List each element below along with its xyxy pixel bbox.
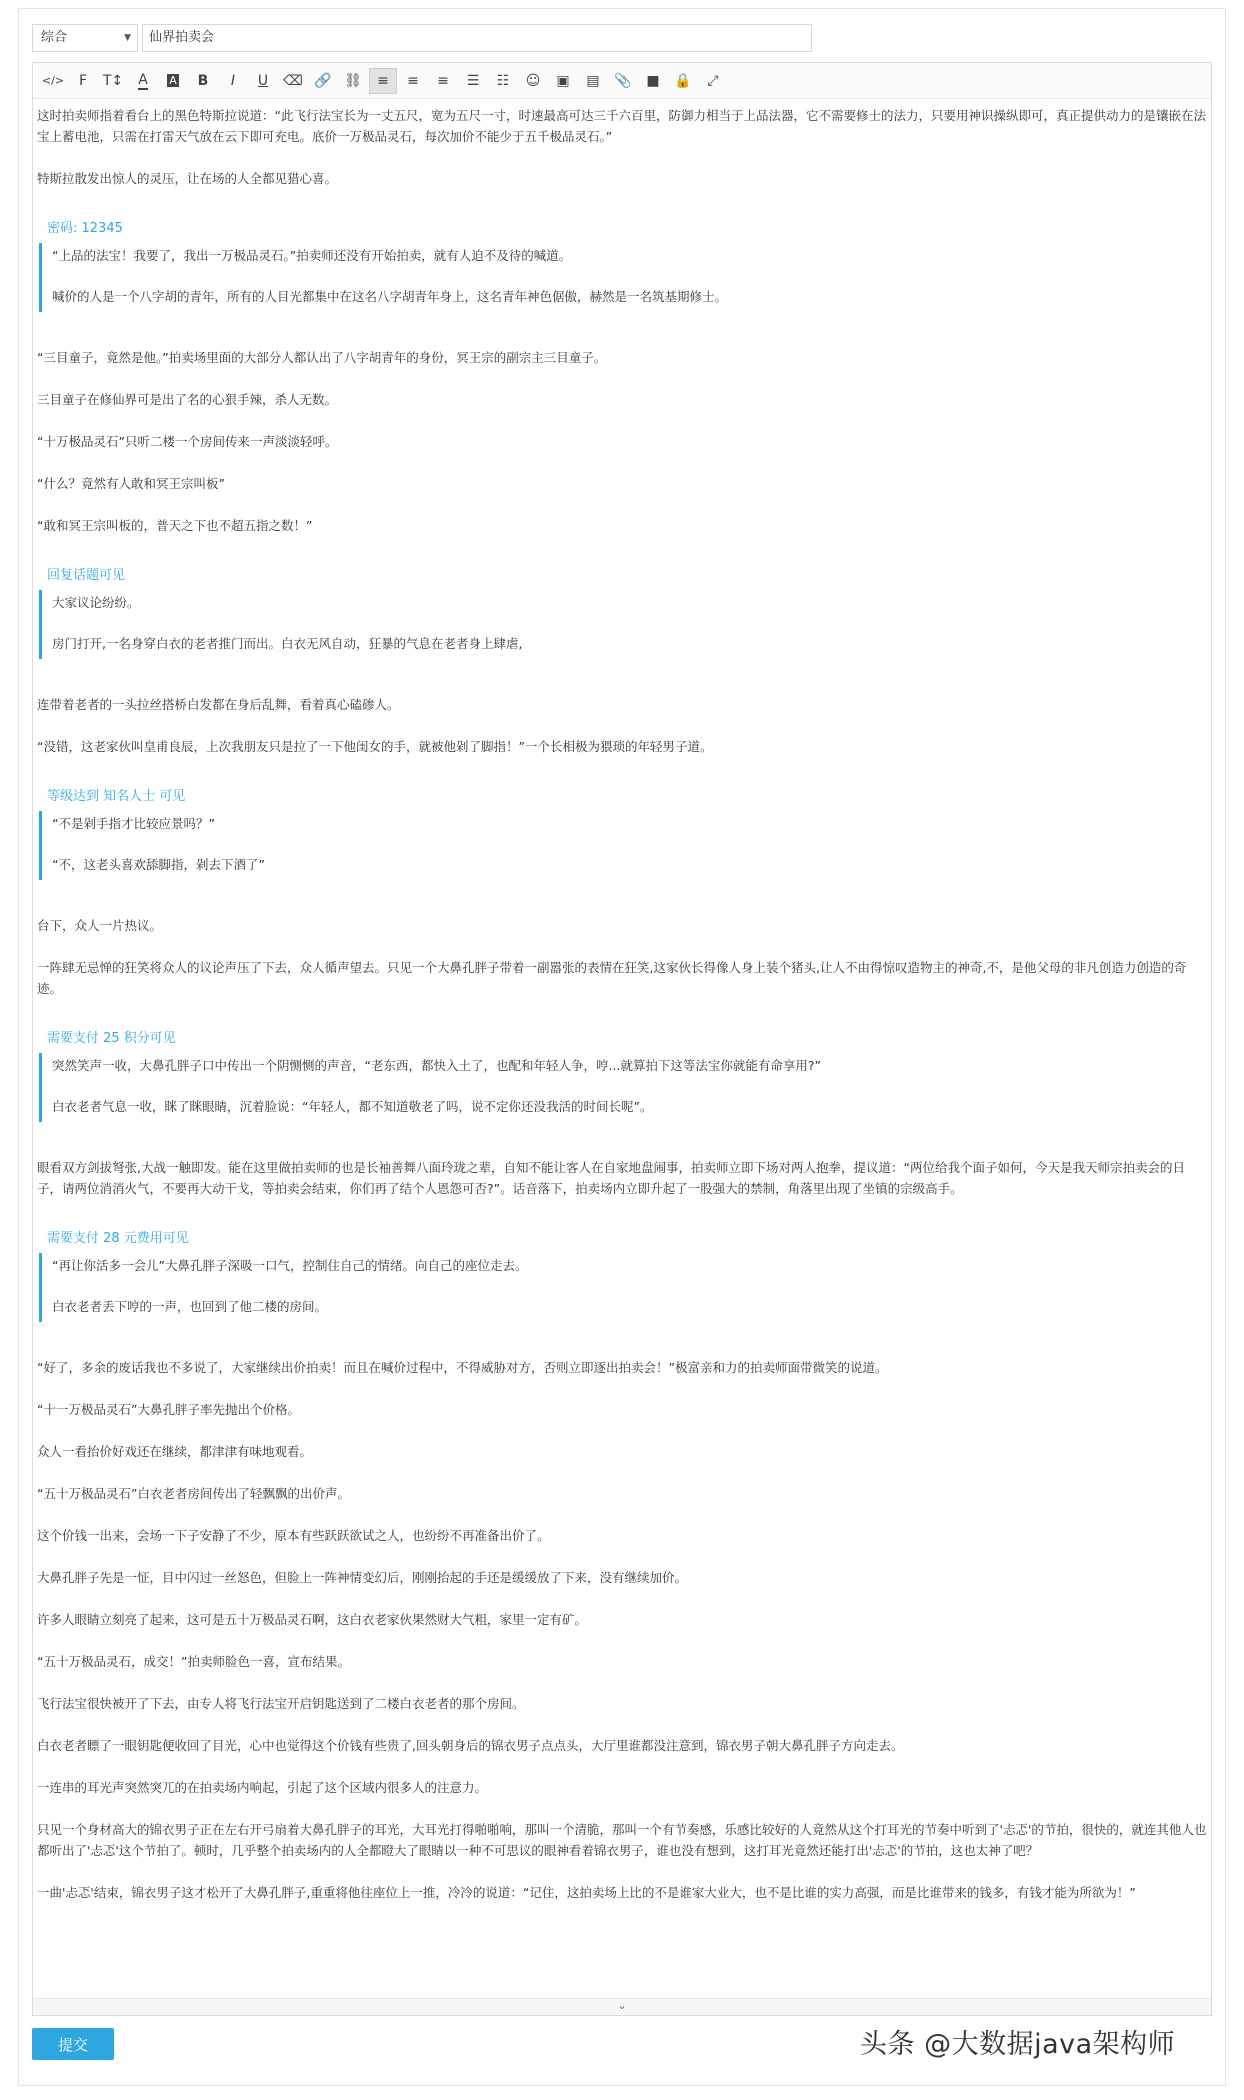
content-paragraph: “十万极品灵石”只听二楼一个房间传来一声淡淡轻呼。 [37, 434, 338, 449]
hidden-block-condition: 等级达到 知名人士 可见 [47, 789, 186, 804]
content-paragraph: 大鼻孔胖子先是一怔，目中闪过一丝怒色，但脸上一阵神情变幻后，刚刚抬起的手还是缓缓放了下来，没有继续加价。 [37, 1570, 688, 1585]
content-paragraph: 只见一个身材高大的锦衣男子正在左右开弓扇着大鼻孔胖子的耳光，大耳光打得啪啪响，那叫一个清脆，那叫一个有节奏感，乐感比较好的人竟然从这个打耳光的节奏中听到了'忐忑'的节拍，很快的，就连其他人也都听出了'忐忑'这个节拍了。顿时，几乎整个拍卖场内的人全都瞪大了眼睛以一种不可思议的眼神看着锦衣男子，谁也没有想到，这打耳光竟然还能打出'忐忑'的节拍，这也太神了吧？ [37, 1822, 1207, 1858]
emoji-button[interactable] [519, 68, 547, 94]
hidden-block-paragraph: 白衣老者气息一收，眯了眯眼睛，沉着脸说：“年轻人，都不知道敬老了吗，说不定你还没我活的时间长呢”。 [52, 1099, 653, 1114]
video-button[interactable] [639, 68, 667, 94]
attachment-button[interactable] [609, 68, 637, 94]
eraser-icon: ⌫ [283, 72, 303, 89]
underline-icon: U [257, 72, 269, 89]
content-paragraph: 连带着老者的一头拉丝搭桥白发都在身后乱舞，看着真心磕碜人。 [37, 697, 400, 712]
content-paragraph: “什么？竟然有人敢和冥王宗叫板” [37, 476, 225, 491]
content-paragraph: “好了，多余的废话我也不多说了，大家继续出价拍卖！而且在喊价过程中，不得威胁对方，否则立即逐出拍卖会！”极富亲和力的拍卖师面带微笑的说道。 [37, 1360, 888, 1375]
hidden-block-paragraph: 大家议论纷纷。 [52, 595, 140, 610]
content-paragraph: 飞行法宝很快被开了下去，由专人将飞行法宝开启钥匙送到了二楼白衣老者的那个房间。 [37, 1696, 525, 1711]
image-icon: ▣ [556, 72, 570, 89]
chevron-down-icon: ▼ [124, 33, 131, 43]
underline-button[interactable] [249, 68, 277, 94]
link-icon: 🔗 [314, 72, 332, 89]
align-center-icon: ≡ [407, 72, 419, 89]
hidden-block-body [39, 1253, 1207, 1322]
content-paragraph: 白衣老者瞟了一眼钥匙便收回了目光，心中也觉得这个价钱有些贵了,回头朝身后的锦衣男子点点头，大厅里谁都没注意到，锦衣男子朝大鼻孔胖子方向走去。 [37, 1738, 904, 1753]
align-right-icon: ≡ [437, 72, 449, 89]
hidden-block-condition: 需要支付 28 元费用可见 [47, 1231, 189, 1246]
editor-toolbar [33, 63, 1211, 99]
align-left-button[interactable] [369, 68, 397, 94]
content-paragraph: “五十万极品灵石，成交！”拍卖师脸色一喜，宣布结果。 [37, 1654, 350, 1669]
lock-button[interactable] [669, 68, 697, 94]
ordered-list-icon: ☰ [466, 72, 480, 89]
font-color-icon: A [138, 71, 148, 88]
content-paragraph: “三目童子，竟然是他。”拍卖场里面的大部分人都认出了八字胡青年的身份，冥王宗的副宗主三目童子。 [37, 350, 607, 365]
code-icon: </> [41, 74, 65, 87]
eraser-button[interactable] [279, 68, 307, 94]
hidden-block-paragraph: “上品的法宝！我要了，我出一万极品灵石。”拍卖师还没有开始拍卖，就有人迫不及待的喊道。 [52, 248, 572, 263]
font-button[interactable] [69, 68, 97, 94]
image-button[interactable] [549, 68, 577, 94]
content-paragraph: 这个价钱一出来，会场一下子安静了不少，原本有些跃跃欲试之人，也纷纷不再准备出价了。 [37, 1528, 550, 1543]
font-size-icon: T↕ [102, 72, 124, 89]
content-paragraph: 台下，众人一片热议。 [37, 918, 163, 933]
ordered-list-button[interactable] [459, 68, 487, 94]
content-paragraph: “五十万极品灵石”白衣老者房间传出了轻飘飘的出价声。 [37, 1486, 350, 1501]
hidden-block-paragraph: “不，这老头喜欢舔脚指，剁去下酒了” [52, 857, 265, 872]
video-icon: ■ [646, 72, 660, 89]
rich-text-editor[interactable] [32, 62, 1212, 2016]
hidden-content-block [39, 566, 1207, 659]
lock-icon: 🔒 [674, 72, 692, 89]
hidden-block-body [39, 1053, 1207, 1122]
hidden-block-condition: 回复话题可见 [47, 568, 126, 583]
hidden-block-body [39, 590, 1207, 659]
expand-icon: ⌄ [617, 1999, 627, 2012]
post-header-row [32, 24, 812, 52]
hidden-content-block [39, 787, 1207, 880]
unordered-list-button[interactable] [489, 68, 517, 94]
hidden-block-paragraph: 白衣老者丢下哼的一声，也回到了他二楼的房间。 [52, 1299, 328, 1314]
content-paragraph: “没错，这老家伙叫皇甫良辰，上次我朋友只是拉了一下他闺女的手，就被他剁了脚指！”一个长相极为猥琐的年轻男子道。 [37, 739, 713, 754]
font-size-button[interactable] [99, 68, 127, 94]
unlink-button[interactable] [339, 68, 367, 94]
italic-button[interactable] [219, 68, 247, 94]
hidden-block-paragraph: “再让你活多一会儿”大鼻孔胖子深吸一口气，控制住自己的情绪。向自己的座位走去。 [52, 1258, 528, 1273]
submit-button[interactable]: 提交 [32, 2028, 114, 2060]
code-button[interactable] [39, 68, 67, 94]
bold-icon: B [197, 72, 209, 89]
hidden-content-block [39, 1029, 1207, 1122]
align-right-button[interactable] [429, 68, 457, 94]
editor-resize-handle[interactable] [33, 1998, 1211, 2015]
content-paragraph: 一曲'忐忑'结束，锦衣男子这才松开了大鼻孔胖子,重重将他往座位上一推，冷冷的说道：“记住，这拍卖场上比的不是谁家大业大，也不是比谁的实力高强，而是比谁带来的钱多，有钱才能为所欲为！” [37, 1885, 1136, 1900]
category-select-value: 综合 [41, 30, 68, 45]
hidden-block-paragraph: 喊价的人是一个八字胡的青年，所有的人目光都集中在这名八字胡青年身上，这名青年神色倨傲，赫然是一名筑基期修士。 [52, 289, 728, 304]
multi-image-icon: ▤ [586, 72, 600, 89]
align-left-icon: ≡ [377, 72, 389, 89]
hidden-block-paragraph: 房门打开,一名身穿白衣的老者推门而出。白衣无风自动，狂暴的气息在老者身上肆虐, [52, 636, 523, 651]
content-paragraph: 一阵肆无忌惮的狂笑将众人的议论声压了下去，众人循声望去。只见一个大鼻孔胖子带着一副嚣张的表情在狂笑,这家伙长得像人身上装个猪头,让人不由得惊叹造物主的神奇,不，是他父母的非凡创造力创造的奇迹。 [37, 960, 1187, 996]
font-icon: F [78, 72, 88, 89]
fullscreen-button[interactable] [699, 68, 727, 94]
content-paragraph: “十一万极品灵石”大鼻孔胖子率先抛出个价格。 [37, 1402, 300, 1417]
unlink-icon: ⛓ [344, 72, 362, 89]
hidden-block-body [39, 243, 1207, 312]
hidden-block-body [39, 811, 1207, 880]
title-input[interactable] [142, 24, 812, 52]
content-paragraph: 一连串的耳光声突然突兀的在拍卖场内响起，引起了这个区域内很多人的注意力。 [37, 1780, 488, 1795]
category-select[interactable] [32, 24, 138, 52]
editor-content[interactable] [33, 99, 1211, 1999]
emoji-icon: ☺ [525, 72, 541, 89]
content-paragraph: 众人一看抬价好戏还在继续，都津津有味地观看。 [37, 1444, 313, 1459]
hidden-block-paragraph: 突然笑声一收，大鼻孔胖子口中传出一个阴恻恻的声音，“老东西，都快入土了，也配和年轻人争，哼...就算拍下这等法宝你就能有命享用?” [52, 1058, 822, 1073]
content-paragraph: 许多人眼睛立刻亮了起来，这可是五十万极品灵石啊，这白衣老家伙果然财大气粗，家里一定有矿。 [37, 1612, 588, 1627]
hidden-content-block [39, 219, 1207, 312]
fullscreen-icon: ⤢ [707, 72, 719, 89]
italic-icon: I [230, 72, 236, 89]
multi-image-button[interactable] [579, 68, 607, 94]
font-color-button[interactable] [129, 68, 157, 94]
link-button[interactable] [309, 68, 337, 94]
content-paragraph: “敢和冥王宗叫板的，普天之下也不超五指之数！” [37, 518, 313, 533]
hidden-block-condition: 密码: 12345 [47, 221, 123, 236]
background-color-icon: A [169, 74, 177, 87]
unordered-list-icon: ☷ [496, 72, 510, 89]
background-color-button[interactable] [159, 68, 187, 94]
watermark: 头条 @大数据java架构师 [860, 2029, 1176, 2060]
content-paragraph: 三目童子在修仙界可是出了名的心狠手辣，杀人无数。 [37, 392, 338, 407]
content-paragraph: 这时拍卖师指着看台上的黑色特斯拉说道：“此飞行法宝长为一丈五尺，宽为五尺一寸，时速最高可达三千六百里，防御力相当于上品法器，它不需要修士的法力，只要用神识操纵即可，真正提供动力的是镶嵌在法宝上蓄电池，只需在打雷天气放在云下即可充电。底价一万极品灵石，每次加价不能少于五千极品灵石。” [37, 108, 1206, 144]
content-paragraph: 特斯拉散发出惊人的灵压，让在场的人全都见猎心喜。 [37, 171, 338, 186]
hidden-content-block [39, 1229, 1207, 1322]
content-paragraph: 眼看双方剑拔弩张,大战一触即发。能在这里做拍卖师的也是长袖善舞八面玲珑之辈，自知不能让客人在自家地盘闹事，拍卖师立即下场对两人抱拳，提议道：“两位给我个面子如何，今天是我天师宗拍卖会的日子，请两位消消火气，不要再大动干戈，等拍卖会结束，你们再了结个人恩怨可否?”。话音落下，拍卖场内立即升起了一股强大的禁制，角落里出现了坐镇的宗级高手。 [37, 1160, 1185, 1196]
bold-button[interactable] [189, 68, 217, 94]
attachment-icon: 📎 [614, 72, 632, 89]
title-input-value: 仙界拍卖会 [149, 30, 215, 45]
align-center-button[interactable] [399, 68, 427, 94]
hidden-block-condition: 需要支付 25 积分可见 [47, 1031, 176, 1046]
hidden-block-paragraph: “不是剁手指才比较应景吗？” [52, 816, 215, 831]
